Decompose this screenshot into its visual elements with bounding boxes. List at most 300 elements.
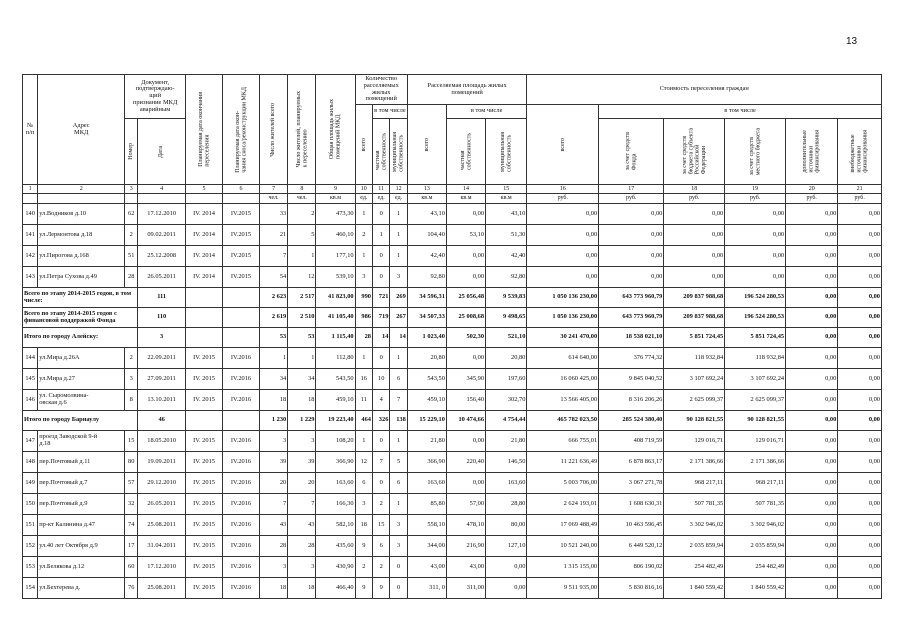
header-cost-extra: дополнительные источники финансирования (786, 119, 838, 185)
table-cell: 3 (259, 557, 287, 578)
total-cell: 4 754,44 (486, 411, 527, 431)
table-cell: IV. 2015 (186, 452, 223, 473)
table-row (23, 369, 882, 390)
header-doc-number: Номер (125, 119, 138, 185)
table-cell: 153 (23, 557, 38, 578)
table-cell: 140 (23, 204, 38, 225)
header-doc-date: Дата (138, 119, 186, 185)
table-cell: 16 060 425,00 (527, 369, 599, 390)
table-row (23, 431, 882, 452)
table-cell: 0 (373, 473, 390, 494)
table-cell: 34 (288, 369, 316, 390)
table-cell: 151 (23, 515, 38, 536)
table-cell: 806 190,02 (599, 557, 664, 578)
table-cell: 0,00 (486, 578, 527, 599)
column-number: 19 (725, 185, 786, 194)
table-cell: 0,00 (725, 246, 786, 267)
table-cell: 74 (125, 515, 138, 536)
total-cell: 0,00 (786, 411, 838, 431)
column-number: 8 (288, 185, 316, 194)
total-cell: 209 837 988,68 (664, 288, 725, 308)
table-cell: 18 (288, 578, 316, 599)
unit-cell (223, 194, 260, 204)
unit-cell: руб. (664, 194, 725, 204)
table-cell: 2 (125, 348, 138, 369)
column-number: 17 (599, 185, 664, 194)
table-cell: 5 (288, 225, 316, 246)
table-cell: 27.09.2011 (138, 369, 186, 390)
table-cell: 5 (390, 452, 407, 473)
table-cell: ул.Петра Сухова д.49 (38, 267, 125, 288)
table-cell: 459,10 (407, 390, 446, 411)
table-cell: 0,00 (599, 267, 664, 288)
table-cell: 20 (259, 473, 287, 494)
table-cell: 18 (259, 390, 287, 411)
table-cell: 12 (355, 452, 372, 473)
unit-cell: ед. (355, 194, 372, 204)
table-row (23, 473, 882, 494)
table-cell: IV. 2014 (186, 204, 223, 225)
table-cell: 4 (373, 390, 390, 411)
table-cell: 344,00 (407, 536, 446, 557)
table-cell: 10 521 240,00 (527, 536, 599, 557)
header-area-private: частная собственность (446, 119, 485, 185)
table-cell: 13.10.2011 (138, 390, 186, 411)
table-cell: 3 (390, 536, 407, 557)
column-number: 18 (664, 185, 725, 194)
unit-cell (125, 194, 138, 204)
table-cell: IV.2016 (223, 494, 260, 515)
table-cell: 0,00 (725, 225, 786, 246)
table-cell: IV. 2015 (186, 431, 223, 452)
table-row (23, 390, 882, 411)
table-cell: IV.2016 (223, 348, 260, 369)
table-cell: 104,40 (407, 225, 446, 246)
table-cell: 39 (259, 452, 287, 473)
table-cell: 1 (259, 348, 287, 369)
table-cell: 0 (390, 578, 407, 599)
total-cell: 0,00 (786, 288, 838, 308)
table-cell: 968 217,11 (664, 473, 725, 494)
header-residents-planned: Число жителей, планируемых к переселению (288, 75, 316, 185)
column-number: 9 (316, 185, 355, 194)
table-cell: 127,10 (486, 536, 527, 557)
unit-cell: ед. (373, 194, 390, 204)
table-cell: IV. 2014 (186, 246, 223, 267)
table-cell: 311,00 (446, 578, 485, 599)
total-cell: 1 023,40 (407, 328, 446, 348)
column-number: 1 (23, 185, 38, 194)
table-cell: 0,00 (838, 494, 882, 515)
table-cell: 2 (373, 557, 390, 578)
total-cell: 53 (288, 328, 316, 348)
total-cell (186, 308, 223, 328)
table-cell: 31.04.2011 (138, 536, 186, 557)
table-cell: 42,40 (486, 246, 527, 267)
total-cell: 0,00 (786, 308, 838, 328)
total-cell: 209 837 988,68 (664, 308, 725, 328)
table-cell: 2 (373, 494, 390, 515)
table-cell: 8 316 206,26 (599, 390, 664, 411)
table-cell: 366,90 (407, 452, 446, 473)
total-cell: 90 128 821,55 (664, 411, 725, 431)
table-cell: 0,00 (786, 473, 838, 494)
table-cell: пер.Почтовый д.7 (38, 473, 125, 494)
table-cell: 3 (125, 369, 138, 390)
table-cell: IV.2015 (223, 246, 260, 267)
table-cell: 17.12.2010 (138, 557, 186, 578)
column-number: 3 (125, 185, 138, 194)
table-cell: IV.2016 (223, 390, 260, 411)
column-number: 10 (355, 185, 372, 194)
table-cell: 57 (125, 473, 138, 494)
table-cell: 1 (355, 246, 372, 267)
total-cell: 465 782 023,50 (527, 411, 599, 431)
table-cell: 141 (23, 225, 38, 246)
total-cell: 34 507,33 (407, 308, 446, 328)
table-cell: 1 840 559,42 (664, 578, 725, 599)
table-cell: 51 (125, 246, 138, 267)
total-cell (186, 411, 223, 431)
table-row (23, 515, 882, 536)
table-cell: 1 840 559,42 (725, 578, 786, 599)
table-cell: 558,10 (407, 515, 446, 536)
unit-cell: кв.м (407, 194, 446, 204)
table-cell: 507 781,35 (725, 494, 786, 515)
relocation-table (22, 74, 882, 599)
header-private: частная собственность (373, 119, 390, 185)
table-cell: IV.2015 (223, 267, 260, 288)
table-body (23, 185, 882, 599)
table-cell: 0,00 (786, 452, 838, 473)
table-cell: 21,80 (407, 431, 446, 452)
total-cell: 0,00 (838, 288, 882, 308)
table-row (23, 536, 882, 557)
table-cell: 26.05.2011 (138, 267, 186, 288)
table-cell: 154 (23, 578, 38, 599)
table-cell: 0,00 (599, 225, 664, 246)
table-cell: IV.2016 (223, 557, 260, 578)
table-cell: 80,00 (486, 515, 527, 536)
total-label: Всего по этапу 2014-2015 годов, в том числе: (23, 288, 138, 308)
table-cell: 145 (23, 369, 38, 390)
table-cell: 1 608 630,31 (599, 494, 664, 515)
total-row (23, 288, 882, 308)
table-cell: 163,60 (407, 473, 446, 494)
table-cell: 614 640,00 (527, 348, 599, 369)
table-cell: IV.2015 (223, 204, 260, 225)
table-row (23, 578, 882, 599)
table-cell: 92,80 (486, 267, 527, 288)
total-cell: 521,10 (486, 328, 527, 348)
table-cell: 3 (390, 267, 407, 288)
header-cost-in-number: в том числе (599, 105, 882, 119)
table-cell: 163,60 (486, 473, 527, 494)
total-cell: 0,00 (838, 308, 882, 328)
table-cell: 146,50 (486, 452, 527, 473)
table-row (23, 204, 882, 225)
table-cell: 0,00 (786, 348, 838, 369)
table-cell: пер.Почтовый д.11 (38, 452, 125, 473)
total-cell: 267 (390, 308, 407, 328)
total-cell: 2 623 (259, 288, 287, 308)
table-cell: 39 (288, 452, 316, 473)
total-cell: 30 241 470,00 (527, 328, 599, 348)
total-cell: 2 619 (259, 308, 287, 328)
table-cell: 144 (23, 348, 38, 369)
table-cell: 0,00 (446, 204, 485, 225)
total-label: Итого по городу Алейску: (23, 328, 138, 348)
total-cell: 502,30 (446, 328, 485, 348)
table-cell: 17.12.2010 (138, 204, 186, 225)
table-cell: 0,00 (786, 557, 838, 578)
total-cell: 25 056,48 (446, 288, 485, 308)
table-cell: IV.2016 (223, 536, 260, 557)
table-cell: 0,00 (786, 431, 838, 452)
table-cell: 11 221 636,49 (527, 452, 599, 473)
table-cell: 0,00 (838, 452, 882, 473)
table-cell: 6 (355, 473, 372, 494)
unit-cell: руб. (527, 194, 599, 204)
header-total-area: Общая площадь жилых помещений МКД (316, 75, 355, 185)
table-cell: 0,00 (838, 267, 882, 288)
column-number: 16 (527, 185, 599, 194)
table-cell: 62 (125, 204, 138, 225)
table-cell: ул.Мира д.27 (38, 369, 125, 390)
total-cell: 0,00 (786, 328, 838, 348)
table-cell: 156,40 (446, 390, 485, 411)
table-cell: 129 016,71 (725, 431, 786, 452)
unit-row (23, 194, 882, 204)
table-cell: 366,90 (316, 452, 355, 473)
table-cell: 2 (125, 225, 138, 246)
table-cell: IV. 2015 (186, 578, 223, 599)
table-cell: 0,00 (838, 578, 882, 599)
table-cell: 0,00 (786, 267, 838, 288)
header-count-group: Количество расселяемых жилых помещений (355, 75, 407, 105)
table-cell: 2 625 099,37 (725, 390, 786, 411)
total-cell: 1 230 (259, 411, 287, 431)
table-cell: 0,00 (786, 204, 838, 225)
table-cell: 543,50 (316, 369, 355, 390)
table-cell: IV. 2014 (186, 267, 223, 288)
column-number-row (23, 185, 882, 194)
table-cell: 0,00 (786, 515, 838, 536)
table-cell: IV. 2015 (186, 348, 223, 369)
table-cell: 51,30 (486, 225, 527, 246)
table-cell: 0,00 (786, 536, 838, 557)
total-cell: 1 050 136 230,00 (527, 288, 599, 308)
header-document: Документ, подтверждаю- щий признание МКД аварийным (125, 75, 186, 119)
table-cell: 0,00 (786, 578, 838, 599)
total-cell: 9 539,83 (486, 288, 527, 308)
unit-cell (23, 194, 38, 204)
table-cell: ул.40 лет Октября д.9 (38, 536, 125, 557)
table-cell: 21 (259, 225, 287, 246)
table-cell: 0,00 (664, 225, 725, 246)
column-number: 20 (786, 185, 838, 194)
unit-cell: ед. (390, 194, 407, 204)
total-label: Всего по этапу 2014-2015 годов с финансовой поддержкой Фонда (23, 308, 138, 328)
table-cell: 6 (373, 536, 390, 557)
table-cell: 430,90 (316, 557, 355, 578)
table-cell: ул.Водников д.10 (38, 204, 125, 225)
table-cell: 478,10 (446, 515, 485, 536)
total-cell: 990 (355, 288, 372, 308)
table-cell: 0,00 (527, 267, 599, 288)
table-cell: 2 (288, 204, 316, 225)
column-number: 4 (138, 185, 186, 194)
total-cell: 10 474,66 (446, 411, 485, 431)
table-cell: пр-кт Калинина д.47 (38, 515, 125, 536)
total-cell: 986 (355, 308, 372, 328)
table-cell: IV.2016 (223, 452, 260, 473)
table-cell: 1 (355, 348, 372, 369)
table-cell: пер.Почтовый д.9 (38, 494, 125, 515)
total-cell: 721 (373, 288, 390, 308)
table-cell: 666 755,01 (527, 431, 599, 452)
table-cell: 15 (373, 515, 390, 536)
table-cell: 0,00 (599, 246, 664, 267)
table-cell: 7 (288, 494, 316, 515)
table-cell: 0,00 (446, 246, 485, 267)
header-num: № п/п (23, 75, 38, 185)
table-cell: 254 482,49 (664, 557, 725, 578)
table-cell: 20 (288, 473, 316, 494)
table-cell: 0,00 (725, 267, 786, 288)
table-cell: 3 (288, 557, 316, 578)
table-cell: 118 932,84 (664, 348, 725, 369)
table-row (23, 348, 882, 369)
total-cell: 14 (390, 328, 407, 348)
table-cell: 311, 0 (407, 578, 446, 599)
header-cost-group: Стоимость переселения граждан (527, 75, 882, 105)
table-cell: 7 (373, 452, 390, 473)
table-cell: 0,00 (838, 348, 882, 369)
table-cell: 166,30 (316, 494, 355, 515)
table-cell: 142 (23, 246, 38, 267)
table-cell: 9 511 935,00 (527, 578, 599, 599)
total-cell (186, 328, 223, 348)
table-cell: 43,00 (446, 557, 485, 578)
table-cell: 10 463 596,45 (599, 515, 664, 536)
column-number: 7 (259, 185, 287, 194)
table-cell: 543,50 (407, 369, 446, 390)
table-cell: 0,00 (786, 494, 838, 515)
table-cell: 1 (390, 494, 407, 515)
column-number: 11 (373, 185, 390, 194)
table-cell: 1 (373, 225, 390, 246)
table-cell: 1 (390, 348, 407, 369)
unit-cell: руб. (725, 194, 786, 204)
table-cell: IV.2016 (223, 369, 260, 390)
total-cell: 18 538 021,10 (599, 328, 664, 348)
table-cell: 149 (23, 473, 38, 494)
header-cost-local: за счет средств местного бюджета (725, 119, 786, 185)
table-cell: 9 (373, 578, 390, 599)
header-residents-total: Число жителей всего (259, 75, 287, 185)
table-cell: 0,00 (664, 204, 725, 225)
table-cell: 3 (288, 431, 316, 452)
total-cell: 28 (355, 328, 372, 348)
table-cell: 34 (259, 369, 287, 390)
table-cell: 5 830 816,16 (599, 578, 664, 599)
table-cell: ул.Пирогова д.168 (38, 246, 125, 267)
table-cell: 163,60 (316, 473, 355, 494)
table-cell: IV.2016 (223, 578, 260, 599)
table-cell: 254 482,49 (725, 557, 786, 578)
table-cell: IV.2015 (223, 225, 260, 246)
table-cell: 2 035 859,94 (664, 536, 725, 557)
table-cell: 17 (125, 536, 138, 557)
table-cell: 3 302 946,02 (664, 515, 725, 536)
total-cell: 90 128 821,55 (725, 411, 786, 431)
table-cell: 57,00 (446, 494, 485, 515)
total-cell: 14 (373, 328, 390, 348)
table-cell: 0,00 (786, 369, 838, 390)
table-cell: 54 (259, 267, 287, 288)
table-cell: 0,00 (599, 204, 664, 225)
table-cell: IV. 2014 (186, 225, 223, 246)
table-cell: IV. 2015 (186, 515, 223, 536)
total-cell: 1 050 136 230,00 (527, 308, 599, 328)
total-cell: 719 (373, 308, 390, 328)
table-cell: 42,40 (407, 246, 446, 267)
column-number: 12 (390, 185, 407, 194)
table-cell: 0,00 (664, 267, 725, 288)
table-cell: 17 069 488,49 (527, 515, 599, 536)
table-cell: 0,00 (838, 369, 882, 390)
unit-cell: кв.м (446, 194, 485, 204)
table-row (23, 557, 882, 578)
table-cell: 146 (23, 390, 38, 411)
table-cell: 0,00 (527, 246, 599, 267)
table-cell: 11 (355, 390, 372, 411)
table-cell: 53,10 (446, 225, 485, 246)
header-cost-total: всего (527, 105, 599, 185)
total-cell (223, 308, 260, 328)
column-number: 13 (407, 185, 446, 194)
table-cell: 2 (355, 557, 372, 578)
table-cell: 18 (259, 578, 287, 599)
table-cell: 2 (355, 225, 372, 246)
table-cell: 33 (259, 204, 287, 225)
unit-cell (38, 194, 125, 204)
table-cell: 408 719,59 (599, 431, 664, 452)
table-cell: 1 (355, 431, 372, 452)
table-cell: 0,00 (786, 246, 838, 267)
table-cell: 466,40 (316, 578, 355, 599)
table-cell: 10 (373, 369, 390, 390)
unit-cell (138, 194, 186, 204)
unit-cell: руб. (838, 194, 882, 204)
total-cell: 111 (138, 288, 186, 308)
table-cell: 0,00 (527, 204, 599, 225)
table-cell: 435,60 (316, 536, 355, 557)
table-cell: 6 (390, 369, 407, 390)
table-cell: 32 (125, 494, 138, 515)
table-cell: 143 (23, 267, 38, 288)
table-cell: 3 067 271,78 (599, 473, 664, 494)
table-cell: 28 (125, 267, 138, 288)
total-cell: 25 008,68 (446, 308, 485, 328)
table-cell: 9 (355, 578, 372, 599)
total-cell: 196 524 280,53 (725, 308, 786, 328)
table-cell: 0,00 (446, 473, 485, 494)
table-cell: ул.Белякова д.12 (38, 557, 125, 578)
total-cell: 0,00 (838, 328, 882, 348)
table-cell: IV. 2015 (186, 536, 223, 557)
